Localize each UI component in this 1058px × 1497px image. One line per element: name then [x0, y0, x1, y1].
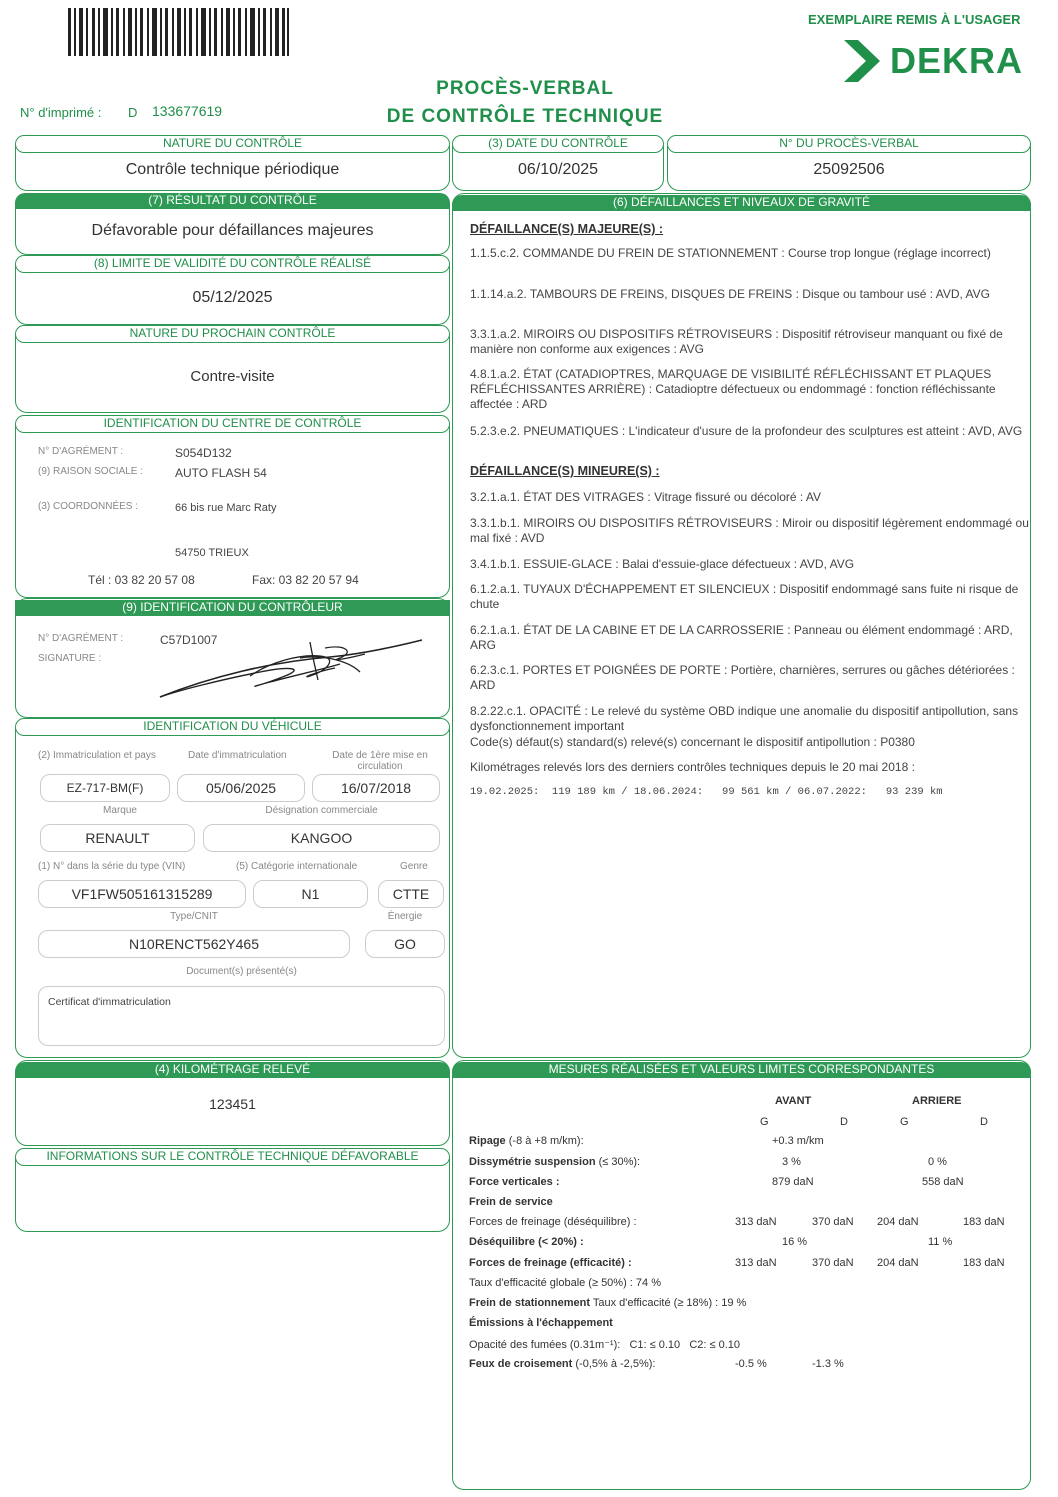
ripage-row	[469, 1135, 584, 1147]
fdes-ar-d: 183 daN	[963, 1216, 1005, 1228]
vin-field: VF1FW505161315289	[38, 880, 246, 908]
centre-raison: AUTO FLASH 54	[175, 466, 267, 480]
deseq-limit: (< 20%) :	[538, 1236, 584, 1248]
feux-label: Feux de croisement	[469, 1358, 573, 1370]
genre-label: Genre	[400, 861, 428, 872]
pv-label: N° DU PROCÈS-VERBAL	[667, 135, 1031, 153]
majeures-title: DÉFAILLANCE(S) MAJEURE(S) :	[470, 222, 664, 236]
defaillances-label: (6) DÉFAILLANCES ET NIVEAUX DE GRAVITÉ	[452, 195, 1031, 211]
energie-field: GO	[365, 930, 445, 958]
centre-fax: Fax: 03 82 20 57 94	[252, 573, 359, 587]
centre-tel: Tél : 03 82 20 57 08	[88, 573, 195, 587]
avant-d-header: D	[840, 1116, 848, 1128]
mineure-item-5: 6.2.1.a.1. ÉTAT DE LA CABINE ET DE LA CARROSSERIE : Panneau ou élément endommagé : ARD, ARG	[470, 623, 1013, 652]
immat-field: EZ-717-BM(F)	[40, 774, 170, 802]
mineure-item-2: 3.3.1.b.1. MIROIRS OU DISPOSITIFS RÉTROVISEURS : Miroir ou dispositif légèrement endommagé ou mal fixé : AVD	[470, 516, 1029, 545]
docs-value: Certificat d'immatriculation	[48, 996, 171, 1008]
feux-d: -1.3 %	[812, 1358, 844, 1370]
km-value: 123451	[209, 1096, 256, 1112]
imprime-label: N° d'imprimé :	[20, 105, 102, 120]
signature-image	[150, 632, 430, 707]
mineure-item-7: 8.2.22.c.1. OPACITÉ : Le relevé du système OBD indique une anomalie du dispositif antipollution, sans dysfonctionnement important	[470, 704, 1019, 733]
controleur-label: (9) IDENTIFICATION DU CONTRÔLEUR	[15, 600, 450, 616]
km-history-title: Kilométrages relevés lors des derniers contrôles techniques depuis le 20 mai 2018 :	[470, 760, 915, 774]
majeure-item-3: 3.3.1.a.2. MIROIRS OU DISPOSITIFS RÉTROVISEURS : Dispositif rétroviseur manquant ou fixé de manière non conforme aux exigences : AVG	[470, 327, 1003, 356]
title-line-2: DE CONTRÔLE TECHNIQUE	[386, 106, 664, 127]
resultat-label: (7) RÉSULTAT DU CONTRÔLE	[15, 193, 450, 209]
validite-value: 05/12/2025	[192, 289, 273, 306]
title-line-1: PROCÈS-VERBAL	[436, 78, 614, 99]
majeure-item-5: 5.2.3.e.2. PNEUMATIQUES : L'indicateur d'usure de la profondeur des sculptures est atteint : AVD, AVG	[470, 424, 1023, 438]
vin-label: (1) N° dans la série du type (VIN)	[38, 861, 186, 872]
stationnement-row	[469, 1297, 746, 1309]
majeure-item-1: 1.1.5.c.2. COMMANDE DU FREIN DE STATIONNEMENT : Course trop longue (réglage incorrect)	[470, 246, 991, 260]
resultat-value: Défavorable pour défaillances majeures	[91, 222, 374, 239]
emissions-label: Émissions à l'échappement	[469, 1317, 613, 1329]
feff-ar-d: 183 daN	[963, 1257, 1005, 1269]
feux-limit: (-0,5% à -2,5%):	[575, 1358, 656, 1370]
mineure-item-3: 3.4.1.b.1. ESSUIE-GLACE : Balai d'essuie-glace défectueux : AVD, AVG	[470, 557, 855, 571]
exemplaire-label: EXEMPLAIRE REMIS À L'USAGER	[808, 12, 1021, 27]
dissym-row	[469, 1156, 640, 1168]
fdes-av-d: 370 daN	[812, 1216, 854, 1228]
validite-label: (8) LIMITE DE VALIDITÉ DU CONTRÔLE RÉALISÉ	[15, 255, 450, 273]
centre-ville: 54750 TRIEUX	[175, 547, 249, 559]
cat-label: (5) Catégorie internationale	[236, 861, 358, 872]
fv-av: 879 daN	[772, 1176, 814, 1188]
km-history: 19.02.2025: 119 189 km / 18.06.2024: 99 561 km / 06.07.2022: 93 239 km	[470, 786, 943, 798]
imprime-letter: D	[128, 105, 138, 120]
frein-service-label: Frein de service	[469, 1196, 553, 1208]
taux-global: Taux d'efficacité globale (≥ 50%) : 74 %	[469, 1277, 661, 1289]
centre-agrement-label: N° D'AGRÉMENT :	[38, 446, 124, 457]
categorie-field: N1	[253, 880, 368, 908]
majeure-item-2: 1.1.14.a.2. TAMBOURS DE FREINS, DISQUES DE FREINS : Disque ou tambour usé : AVD, AVG	[470, 287, 990, 301]
stationnement-label: Frein de stationnement	[469, 1297, 591, 1309]
designation-field: KANGOO	[203, 824, 440, 852]
date-first-field: 16/07/2018	[312, 774, 440, 802]
docs-label: Document(s) présenté(s)	[186, 966, 297, 977]
avant-g-header: G	[760, 1116, 769, 1128]
deseq-ar: 11 %	[928, 1236, 953, 1248]
infos-label: INFORMATIONS SUR LE CONTRÔLE TECHNIQUE DÉFAVORABLE	[15, 1148, 450, 1166]
marque-label: Marque	[103, 805, 137, 816]
arriere-d-header: D	[980, 1116, 988, 1128]
date-first-label: Date de 1ère mise en circulation	[332, 750, 428, 772]
date-immat-field: 05/06/2025	[177, 774, 305, 802]
ripage-value: +0.3 m/km	[772, 1135, 824, 1147]
stationnement-value: Taux d'efficacité (≥ 18%) : 19 %	[592, 1297, 747, 1309]
feux-row	[469, 1358, 655, 1370]
ripage-limit: (-8 à +8 m/km):	[508, 1135, 584, 1147]
fv-label: Force verticales :	[469, 1176, 560, 1188]
dissym-label: Dissymétrie suspension	[469, 1156, 596, 1168]
controleur-agrement: C57D1007	[160, 633, 218, 647]
mineure-item-6: 6.2.3.c.1. PORTES ET POIGNÉES DE PORTE : Portière, charnières, serrures ou gâches détériorées : ARD	[470, 663, 1015, 692]
barcode	[68, 8, 290, 56]
centre-agrement: S054D132	[175, 446, 232, 460]
fdes-ar-g: 204 daN	[877, 1216, 919, 1228]
fdes-label: Forces de freinage (déséquilibre) :	[469, 1216, 637, 1228]
feff-av-g: 313 daN	[735, 1257, 777, 1269]
date-value: 06/10/2025	[517, 161, 599, 178]
dekra-logo-text: DEKRA	[890, 40, 1024, 81]
deseq-row	[469, 1236, 584, 1248]
fdes-av-g: 313 daN	[735, 1216, 777, 1228]
mesures-label: MESURES RÉALISÉES ET VALEURS LIMITES CORRESPONDANTES	[452, 1062, 1031, 1078]
dissym-av: 3 %	[782, 1156, 801, 1168]
centre-raison-label: (9) RAISON SOCIALE :	[38, 466, 144, 477]
prochain-value: Contre-visite	[190, 368, 275, 385]
majeure-item-4: 4.8.1.a.2. ÉTAT (CATADIOPTRES, MARQUAGE DE VISIBILITÉ RÉFLÉCHISSANT ET PLAQUES RÉFLÉCHISSANTES ARRIÈRE) : Catadioptre défectueux ou endommagé : fonction réfléchissante affectée : ARD	[470, 367, 996, 411]
imprime-number: 133677619	[152, 103, 223, 119]
nature-label: NATURE DU CONTRÔLE	[15, 135, 450, 153]
mineure-item-4: 6.1.2.a.1. TUYAUX D'ÉCHAPPEMENT ET SILENCIEUX : Dispositif endommagé sans fuite ni risque de chute	[470, 582, 1019, 611]
centre-adresse: 66 bis rue Marc Raty	[175, 502, 277, 514]
centre-coord-label: (3) COORDONNÉES :	[38, 501, 139, 512]
arriere-header: ARRIERE	[912, 1095, 962, 1107]
docs-field	[38, 986, 445, 1046]
mesures-box	[452, 1060, 1031, 1490]
dissym-ar: 0 %	[928, 1156, 947, 1168]
type-field: N10RENCT562Y465	[38, 930, 350, 958]
controleur-signature-label: SIGNATURE :	[38, 653, 102, 664]
avant-header: AVANT	[775, 1095, 812, 1107]
km-label: (4) KILOMÉTRAGE RELEVÉ	[15, 1062, 450, 1078]
energie-label: Énergie	[387, 911, 423, 922]
pv-value: 25092506	[813, 161, 885, 178]
date-label: (3) DATE DU CONTRÔLE	[452, 135, 664, 153]
codes-defaut: Code(s) défaut(s) standard(s) relevé(s) concernant le dispositif antipollution : P0380	[470, 735, 915, 749]
opacite-row: Opacité des fumées (0.31m⁻¹): C1: ≤ 0.10 C2: ≤ 0.10	[469, 1339, 740, 1351]
genre-field: CTTE	[378, 880, 444, 908]
deseq-label: Déséquilibre	[469, 1236, 536, 1248]
deseq-av: 16 %	[782, 1236, 808, 1248]
date-immat-label: Date d'immatriculation	[188, 750, 287, 761]
prochain-label: NATURE DU PROCHAIN CONTRÔLE	[15, 325, 450, 343]
dissym-limit: (≤ 30%):	[598, 1156, 641, 1168]
designation-label: Désignation commerciale	[265, 805, 378, 816]
controleur-agrement-label: N° D'AGRÉMENT :	[38, 633, 124, 644]
mineures-title: DÉFAILLANCE(S) MINEURE(S) :	[470, 464, 660, 478]
dekra-logo-icon	[842, 38, 882, 84]
arriere-g-header: G	[900, 1116, 909, 1128]
feff-label: Forces de freinage (efficacité) :	[469, 1257, 632, 1269]
feux-g: -0.5 %	[735, 1358, 767, 1370]
fv-ar: 558 daN	[922, 1176, 964, 1188]
vehicule-label: IDENTIFICATION DU VÉHICULE	[15, 718, 450, 736]
centre-label: IDENTIFICATION DU CENTRE DE CONTRÔLE	[15, 415, 450, 433]
feff-av-d: 370 daN	[812, 1257, 854, 1269]
ripage-label: Ripage	[469, 1135, 506, 1147]
marque-field: RENAULT	[40, 824, 195, 852]
feff-ar-g: 204 daN	[877, 1257, 919, 1269]
type-label: Type/CNIT	[170, 911, 218, 922]
nature-value: Contrôle technique périodique	[125, 161, 340, 178]
immat-label: (2) Immatriculation et pays	[38, 750, 156, 761]
mineure-item-1: 3.2.1.a.1. ÉTAT DES VITRAGES : Vitrage fissuré ou décoloré : AV	[470, 490, 822, 504]
